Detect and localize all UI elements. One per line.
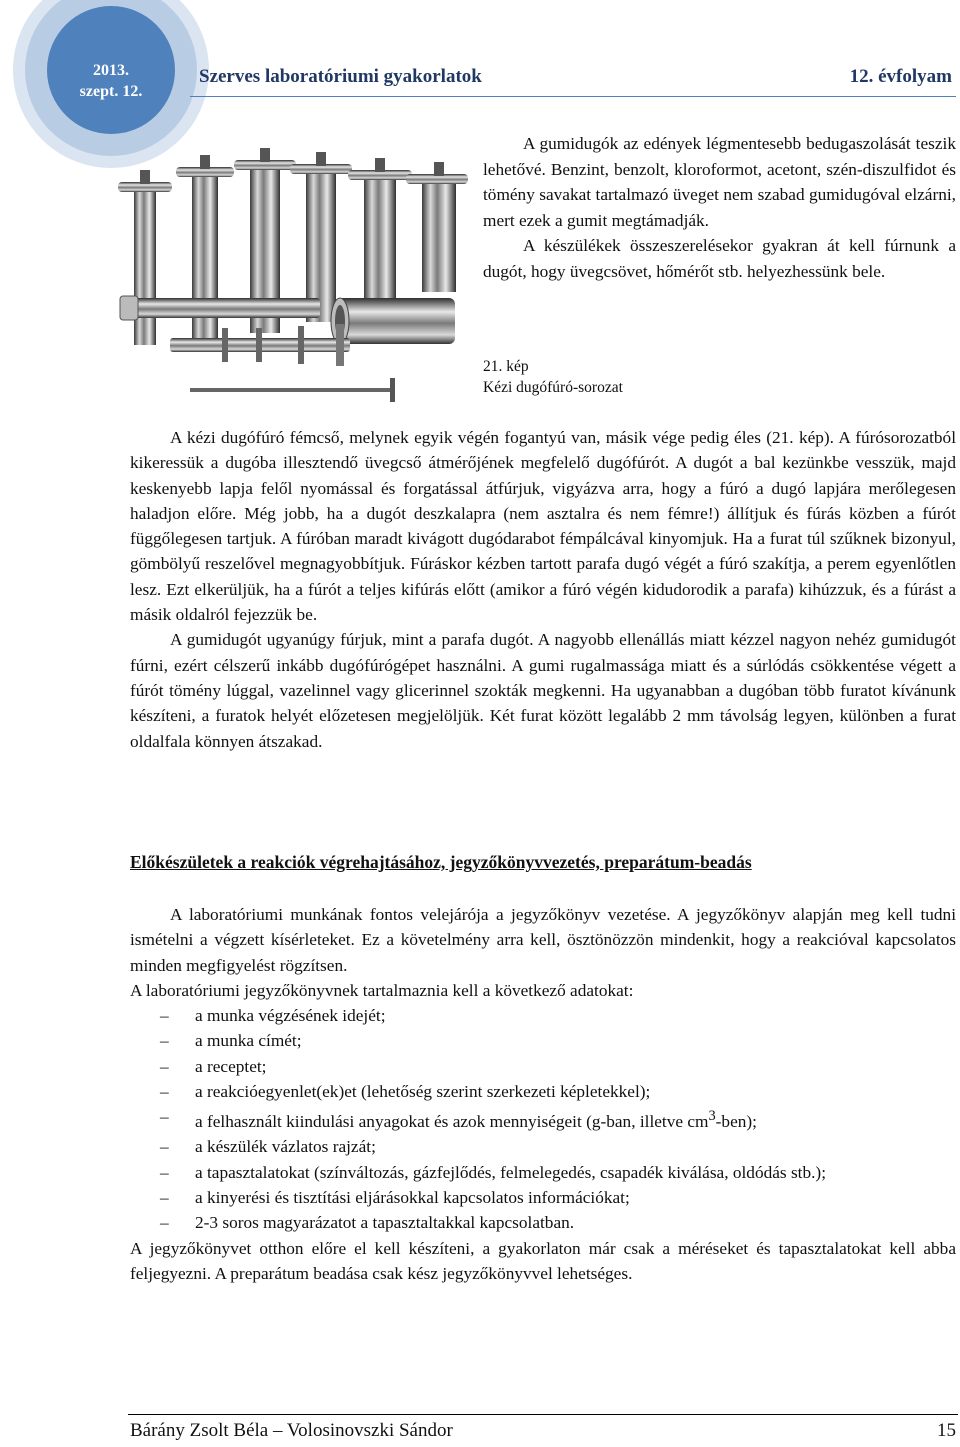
page-number: 15	[937, 1420, 956, 1441]
report-section	[130, 902, 956, 1286]
figure-caption-number: 21. kép	[483, 358, 529, 375]
list-item-text: a felhasznált kiindulási anyagokat és azok mennyiségeit (g-ban, illetve cm	[195, 1112, 709, 1132]
header-date-line-2: szept. 12.	[79, 83, 143, 100]
list-item	[130, 1104, 956, 1134]
list-item	[130, 1210, 956, 1235]
list-item-text-end: -ben);	[715, 1112, 757, 1132]
dash-bullet: –	[160, 1107, 169, 1127]
dash-bullet: –	[160, 1213, 169, 1233]
list-item	[130, 1028, 956, 1053]
list-item	[130, 1003, 956, 1028]
figure-caption	[483, 356, 623, 398]
header-grade: 12. évfolyam	[849, 66, 952, 87]
list-item-text: a tapasztalatokat (színváltozás, gázfejlődés, felmelegedés, csapadék kiválása, oldódás stb.);	[195, 1162, 826, 1182]
list-item-text: a reakcióegyenlet(ek)et (lehetőség szerint szerkezeti képletekkel);	[195, 1082, 651, 1102]
list-item-text: a készülék vázlatos rajzát;	[195, 1137, 376, 1157]
dash-bullet: –	[160, 1006, 169, 1026]
list-item-text: a receptet;	[195, 1056, 267, 1076]
list-item	[130, 1185, 956, 1210]
body-paragraph-1: A kézi dugófúró fémcső, melynek egyik végén fogantyú van, másik vége pedig éles (21. kép). A fúrósorozatból kikeressük a dugóba illesztendő üvegcső átmérőjének megfelelő dugófúrót. A dugót a bal kezünkbe vesszük, majd keskenyebb lapja felől nyomással és forgatással átfúrjuk, vigyázva arra, hogy a fúró a dugó lapjára merőlegesen haladjon előre. Még jobb, ha a dugót deszkalapra (nem asztalra és nem fémre!) állítjuk és fúrás közben a fúrót függőlegesen tartjuk. A fúróban maradt kivágott dugódarabot fémpálcával kinyomjuk. Ha a furat túl szűknek bizonyul, gömbölyű reszelővel megnagyobbítjuk. Fúráskor kézben tartott parafa dugó végét a fúró szakítja, a perem egyenlőtlen lesz. Ezt elkerüljük, ha a fúrót a teljes kifúrás előtt (amikor a fúró végén kidudorodik a parafa) kihúzzuk, és a fúrást a másik oldalról fejezzük be.	[130, 428, 956, 625]
header-title: Szerves laboratóriumi gyakorlatok	[199, 66, 482, 87]
dash-bullet: –	[160, 1137, 169, 1157]
list-item	[130, 1160, 956, 1185]
footer-divider	[128, 1414, 958, 1415]
header-divider	[190, 96, 956, 97]
header-date-line-1: 2013.	[93, 62, 129, 79]
cork-borer-illustration	[110, 130, 468, 408]
list-item	[130, 1079, 956, 1104]
dash-bullet: –	[160, 1188, 169, 1208]
list-item-text: a munka címét;	[195, 1031, 302, 1051]
report-requirements-list	[130, 1003, 956, 1235]
section-heading: Előkészületek a reakciók végrehajtásához, jegyzőkönyvvezetés, preparátum-beadás	[130, 852, 752, 872]
list-item	[130, 1054, 956, 1079]
intro-paragraph-1: A gumidugók az edények légmentesebb bedugaszolását teszik lehetővé. Benzint, benzolt, kloroformot, acetont, szén-diszulfidot és tömény savakat tartalmazó üveget nem szabad gumidugóval elzárni, mert ezek a gumit megtámadják.	[483, 134, 956, 230]
dash-bullet: –	[160, 1031, 169, 1051]
cork-borer-set-photo	[110, 130, 468, 408]
dash-bullet: –	[160, 1056, 169, 1076]
intro-text	[483, 131, 956, 284]
dash-bullet: –	[160, 1082, 169, 1102]
list-item-text: 2-3 soros magyarázatot a tapasztaltakkal kapcsolatban.	[195, 1213, 575, 1233]
report-closing-paragraph: A jegyzőkönyvet otthon előre el kell készíteni, a gyakorlaton már csak a méréseket és tapasztalatokat kell abba feljegyezni. A preparátum beadása csak kész jegyzőkönyvvel lehetséges.	[130, 1238, 956, 1283]
list-item-text: a munka végzésének idejét;	[195, 1006, 386, 1026]
dash-bullet: –	[160, 1162, 169, 1182]
footer-authors: Bárány Zsolt Béla – Volosinovszki Sándor	[130, 1420, 453, 1441]
list-item-text: a kinyerési és tisztítási eljárásokkal kapcsolatos információkat;	[195, 1188, 630, 1208]
body-paragraph-2: A gumidugót ugyanúgy fúrjuk, mint a parafa dugót. A nagyobb ellenállás miatt kézzel nagyon nehéz gumidugót fúrni, ezért célszerű inkább dugófúrógépet használni. A gumi rugalmassága miatt és a súrlódás csökkentése végett a fúrót tömény lúggal, vazelinnel vagy glicerinnel szokták megkenni. Ha ugyanabban a dugóban több furatot kívánunk készíteni, a furatok helyét előzetesen megjelöljük. Két furat között legalább 2 mm távolság legyen, különben a furat oldalfala könnyen átszakad.	[130, 630, 956, 751]
main-text	[130, 425, 956, 754]
figure-caption-title: Kézi dugófúró-sorozat	[483, 379, 623, 396]
report-paragraph-2: A laboratóriumi jegyzőkönyvnek tartalmaznia kell a következő adatokat:	[130, 980, 634, 1000]
header-date	[60, 60, 162, 102]
intro-paragraph-2: A készülékek összeszerelésekor gyakran át kell fúrnunk a dugót, hogy üvegcsövet, hőmérőt stb. helyezhessünk bele.	[483, 236, 956, 281]
report-paragraph-1: A laboratóriumi munkának fontos velejárója a jegyzőkönyv vezetése. A jegyzőkönyv alapján meg kell tudni ismételni a végzett kísérleteket. Ez a követelmény arra kell, ösztönözzön mindenkit, hogy a reakcióval kapcsolatos minden megfigyelést rögzítsen.	[130, 905, 956, 975]
superscript-3: 3	[708, 1108, 716, 1125]
list-item	[130, 1134, 956, 1159]
